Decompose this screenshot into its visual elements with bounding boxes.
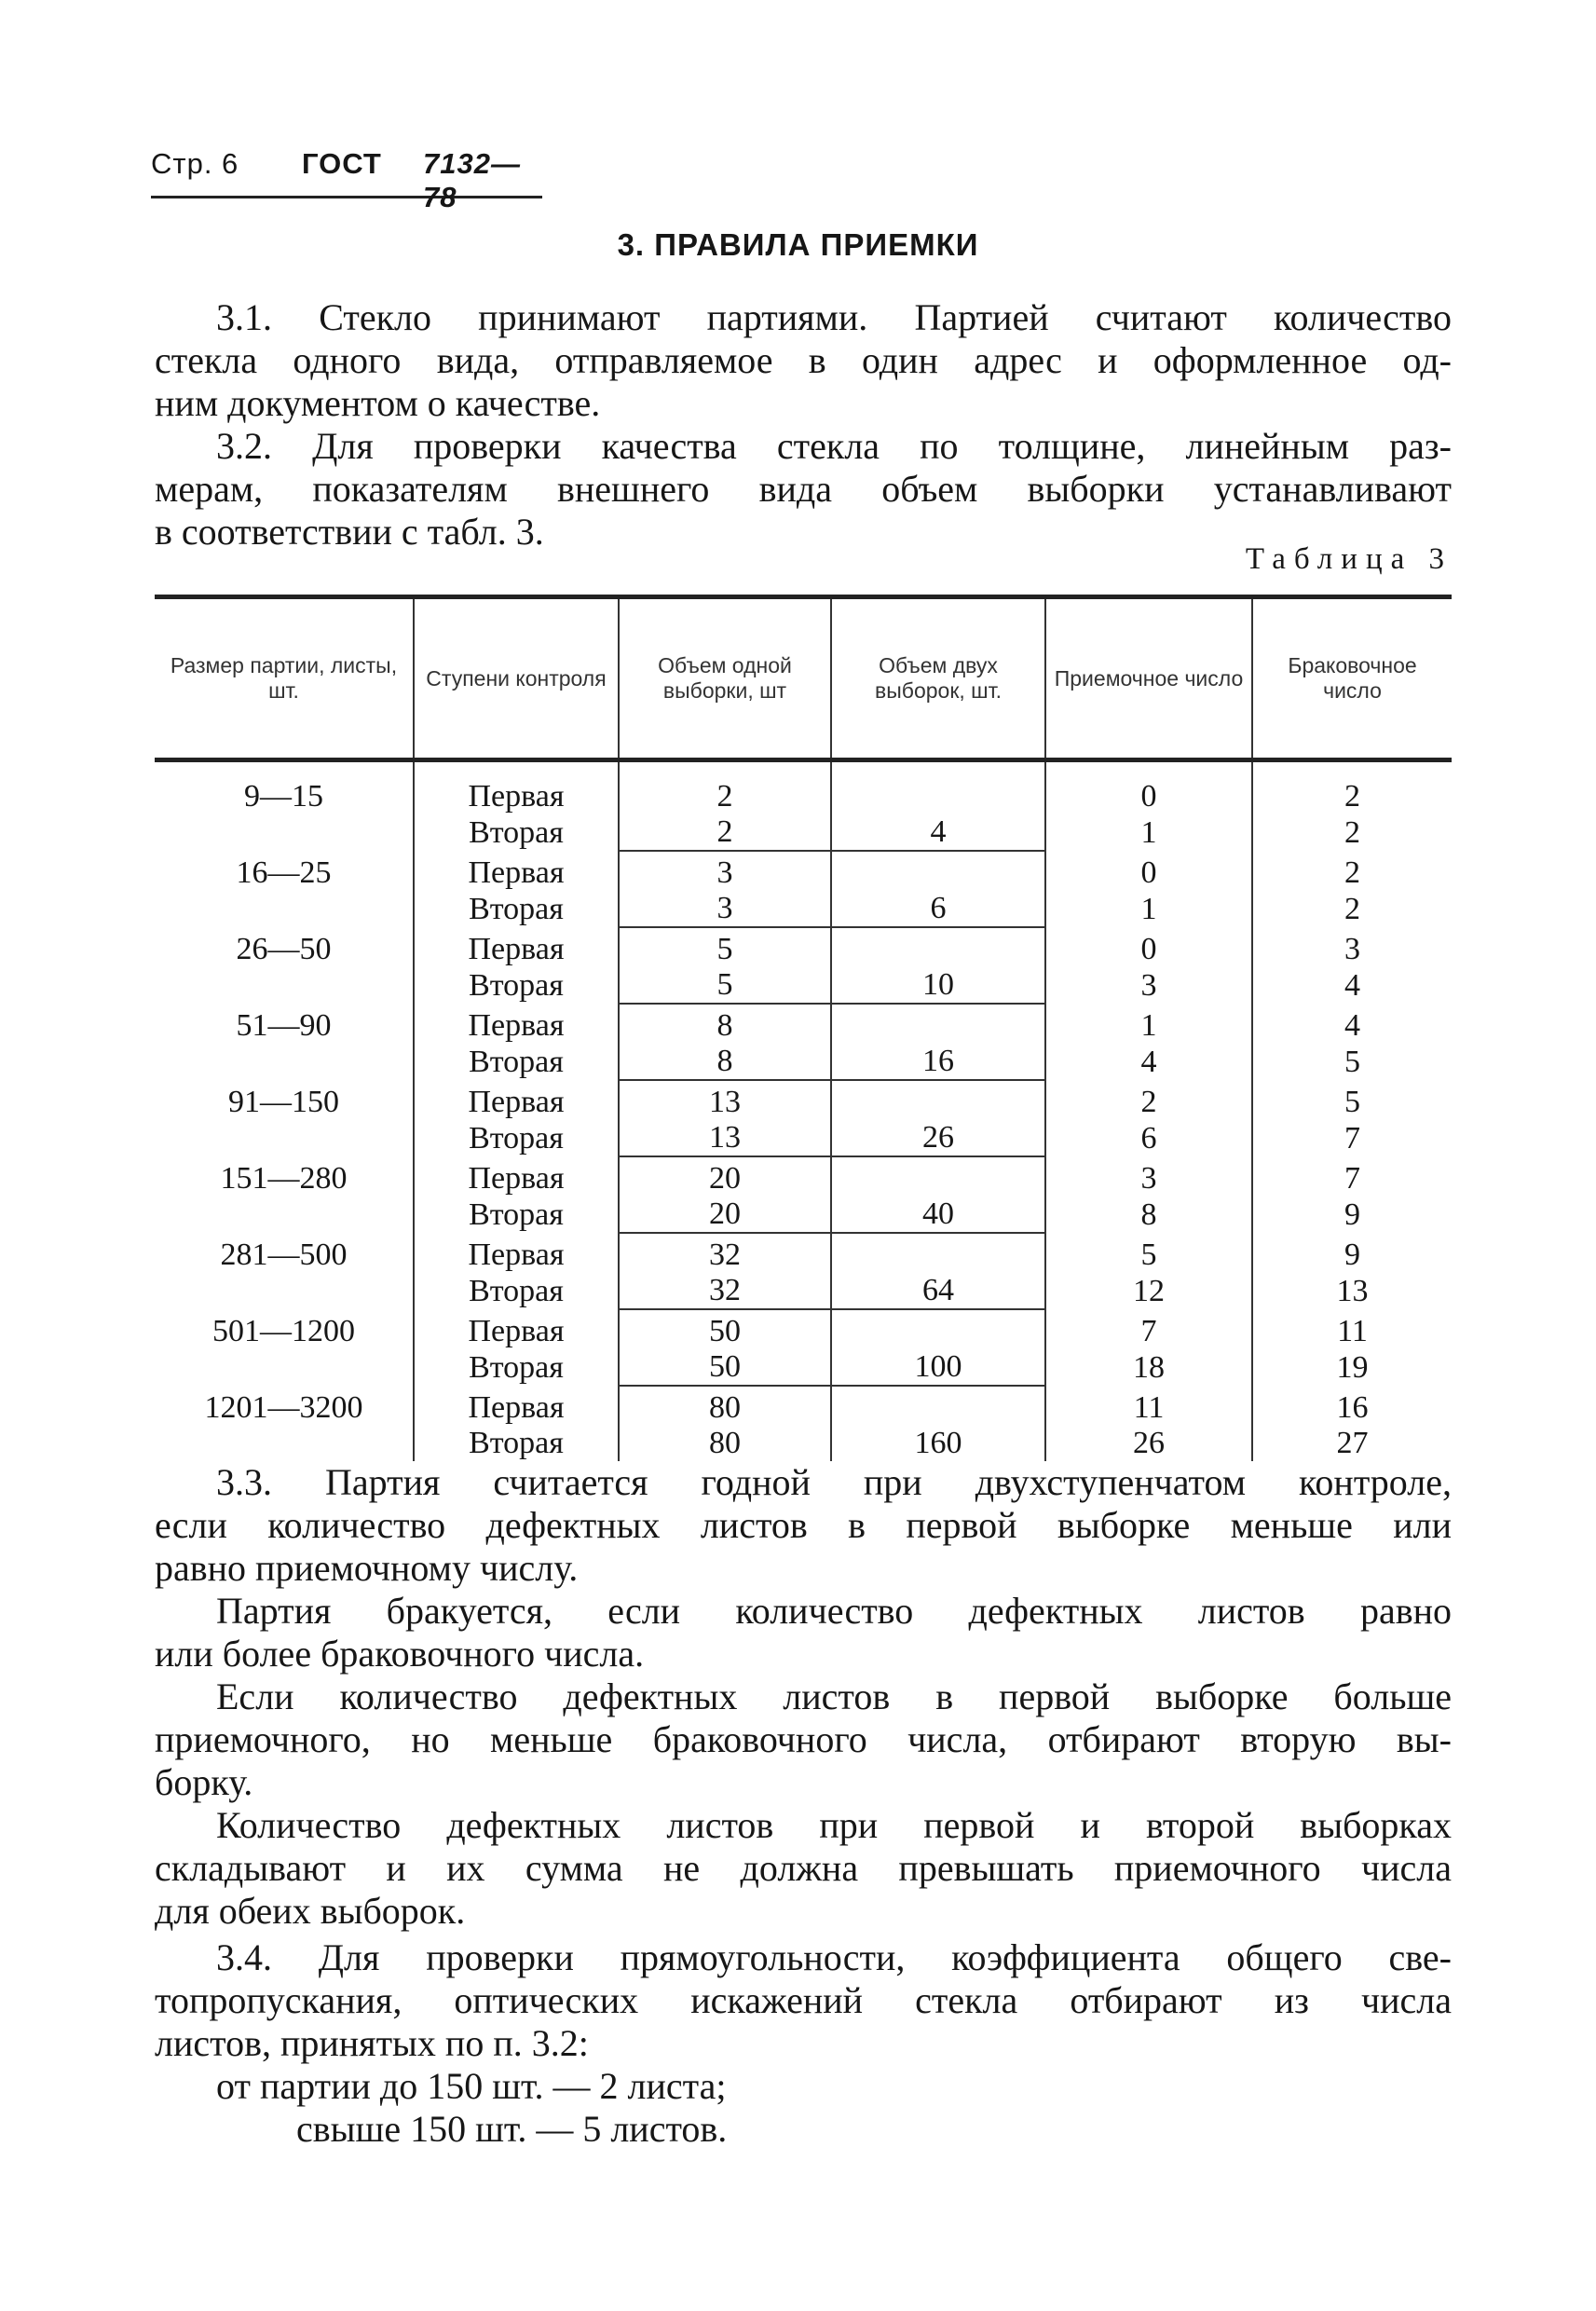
acceptance-cell: 0 — [1045, 927, 1252, 967]
table-row — [155, 1080, 1452, 1120]
acceptance-cell: 1 — [1045, 891, 1252, 927]
text-line: свыше 150 шт. — 5 листов. — [296, 2108, 728, 2150]
sample-cell: 2 — [619, 814, 831, 851]
sample-cell: 80 — [619, 1386, 831, 1426]
table-row — [155, 851, 1452, 891]
table-row — [155, 927, 1452, 967]
lot-size-cell: 91—150 — [228, 1084, 339, 1119]
total-sample-cell: 10 — [831, 967, 1045, 1004]
total-sample-cell: 40 — [831, 1197, 1045, 1233]
total-sample-cell: 160 — [831, 1426, 1045, 1461]
total-sample-cell: 100 — [831, 1349, 1045, 1386]
text-line: для обеих выборок. — [155, 1890, 466, 1932]
header-control-stage: Ступени контроля — [414, 597, 619, 760]
section-title: 3. ПРАВИЛА ПРИЕМКИ — [617, 227, 979, 262]
rejection-cell: 5 — [1252, 1044, 1452, 1080]
table-row — [155, 1426, 1452, 1461]
acceptance-cell: 3 — [1045, 1156, 1252, 1197]
table-row — [155, 1349, 1452, 1386]
table-row — [155, 1044, 1452, 1080]
rejection-cell: 2 — [1252, 814, 1452, 851]
table-row — [155, 1004, 1452, 1044]
rejection-cell: 2 — [1252, 851, 1452, 891]
sample-cell: 3 — [619, 891, 831, 927]
rejection-cell: 19 — [1252, 1349, 1452, 1386]
text-line: Партия бракуется, если количество дефектных листов равно — [216, 1590, 1452, 1632]
paragraph-3-4 — [155, 1936, 1452, 2151]
text-line: 3.2. Для проверки качества стекла по толщине, линейным раз- — [216, 425, 1452, 467]
rejection-cell: 2 — [1252, 891, 1452, 927]
stage-cell: Вторая — [414, 1120, 619, 1156]
text-line: 3.1. Стекло принимают партиями. Партией считают количество — [216, 296, 1452, 338]
stage-cell: Вторая — [414, 1273, 619, 1309]
table-row — [155, 1386, 1452, 1426]
acceptance-cell: 2 — [1045, 1080, 1252, 1120]
text-line: стекла одного вида, отправляемое в один адрес и оформленное од- — [155, 339, 1452, 381]
page-header — [151, 147, 542, 213]
acceptance-cell: 0 — [1045, 851, 1252, 891]
sample-cell: 50 — [619, 1309, 831, 1349]
lot-size-cell: 281—500 — [220, 1237, 348, 1272]
stage-cell: Вторая — [414, 891, 619, 927]
rejection-cell: 7 — [1252, 1156, 1452, 1197]
sample-cell: 32 — [619, 1273, 831, 1309]
sample-cell: 50 — [619, 1349, 831, 1386]
table-caption: Таблица 3 — [1245, 542, 1453, 576]
rejection-cell: 27 — [1252, 1426, 1452, 1461]
stage-cell: Первая — [414, 1233, 619, 1273]
total-sample-cell: 16 — [831, 1044, 1045, 1080]
table-row — [155, 775, 1452, 814]
rejection-cell: 3 — [1252, 927, 1452, 967]
text-line: топропускания, оптических искажений стекла отбирают из числа — [155, 1979, 1452, 2021]
stage-cell: Первая — [414, 1386, 619, 1426]
table-row — [155, 1197, 1452, 1233]
stage-cell: Первая — [414, 927, 619, 967]
acceptance-cell: 26 — [1045, 1426, 1252, 1461]
lot-size-cell: 1201—3200 — [204, 1389, 363, 1425]
acceptance-cell: 18 — [1045, 1349, 1252, 1386]
rejection-cell: 7 — [1252, 1120, 1452, 1156]
text-line: приемочного, но меньше браковочного числа, отбирают вторую вы- — [155, 1718, 1452, 1760]
acceptance-cell: 12 — [1045, 1273, 1252, 1309]
text-line: равно приемочному числу. — [155, 1547, 579, 1589]
sample-cell: 8 — [619, 1004, 831, 1044]
table-row — [155, 1156, 1452, 1197]
sample-cell: 5 — [619, 927, 831, 967]
acceptance-cell: 11 — [1045, 1386, 1252, 1426]
text-line: 3.3. Партия считается годной при двухступенчатом контроле, — [216, 1461, 1452, 1503]
header-rejection-number: Браковочное число — [1252, 597, 1452, 760]
rejection-cell: 5 — [1252, 1080, 1452, 1120]
text-line: от партии до 150 шт. — 2 листа; — [216, 2065, 727, 2107]
text-line: или более браковочного числа. — [155, 1633, 645, 1675]
stage-cell: Вторая — [414, 1426, 619, 1461]
stage-cell: Вторая — [414, 1349, 619, 1386]
lot-size-cell: 16—25 — [236, 855, 332, 890]
table-header-row — [155, 597, 1452, 760]
stage-cell: Первая — [414, 1309, 619, 1349]
acceptance-cell: 1 — [1045, 814, 1252, 851]
text-line: складывают и их сумма не должна превышать приемочного числа — [155, 1847, 1452, 1889]
sample-cell: 3 — [619, 851, 831, 891]
text-line: в соответствии с табл. 3. — [155, 511, 544, 553]
table-row — [155, 967, 1452, 1004]
stage-cell: Первая — [414, 775, 619, 814]
text-line: мерам, показателям внешнего вида объем выборки устанавливают — [155, 468, 1452, 510]
rejection-cell: 11 — [1252, 1309, 1452, 1349]
sample-cell: 2 — [619, 775, 831, 814]
acceptance-cell: 5 — [1045, 1233, 1252, 1273]
page-number: Стр. 6 — [151, 147, 239, 180]
stage-cell: Вторая — [414, 814, 619, 851]
acceptance-cell: 0 — [1045, 775, 1252, 814]
stage-cell: Вторая — [414, 1044, 619, 1080]
text-line: Количество дефектных листов при первой и второй выборках — [216, 1804, 1452, 1846]
paragraph-3-3 — [155, 1461, 1452, 1933]
sample-cell: 20 — [619, 1197, 831, 1233]
text-line: борку. — [155, 1761, 253, 1803]
lot-size-cell: 9—15 — [244, 779, 323, 814]
rejection-cell: 4 — [1252, 967, 1452, 1004]
rejection-cell: 13 — [1252, 1273, 1452, 1309]
rejection-cell: 4 — [1252, 1004, 1452, 1044]
table-row — [155, 1120, 1452, 1156]
sample-cell: 13 — [619, 1120, 831, 1156]
table-row — [155, 891, 1452, 927]
acceptance-cell: 6 — [1045, 1120, 1252, 1156]
header-acceptance-number: Приемочное число — [1045, 597, 1252, 760]
stage-cell: Вторая — [414, 1197, 619, 1233]
acceptance-cell: 3 — [1045, 967, 1252, 1004]
standard-label: ГОСТ — [302, 147, 382, 180]
acceptance-cell: 7 — [1045, 1309, 1252, 1349]
table-row — [155, 1233, 1452, 1273]
total-sample-cell: 64 — [831, 1273, 1045, 1309]
stage-cell: Первая — [414, 1080, 619, 1120]
header-lot-size: Размер партии, листы, шт. — [155, 597, 414, 760]
text-line: 3.4. Для проверки прямоугольности, коэффициента общего све- — [216, 1936, 1452, 1978]
acceptance-cell: 4 — [1045, 1044, 1252, 1080]
sample-cell: 32 — [619, 1233, 831, 1273]
table-row — [155, 1309, 1452, 1349]
acceptance-cell: 8 — [1045, 1197, 1252, 1233]
lot-size-cell: 151—280 — [220, 1160, 348, 1196]
standard-number: 7132—78 — [423, 147, 521, 213]
total-sample-cell: 4 — [831, 814, 1045, 851]
lot-size-cell: 51—90 — [236, 1007, 332, 1043]
rejection-cell: 9 — [1252, 1233, 1452, 1273]
lot-size-cell: 501—1200 — [212, 1313, 355, 1348]
sampling-table — [155, 595, 1452, 1461]
sample-cell: 5 — [619, 967, 831, 1004]
paragraph-3-2 — [155, 425, 1452, 554]
acceptance-cell: 1 — [1045, 1004, 1252, 1044]
text-line: листов, принятых по п. 3.2: — [155, 2022, 589, 2064]
rejection-cell: 9 — [1252, 1197, 1452, 1233]
stage-cell: Первая — [414, 1156, 619, 1197]
rejection-cell: 16 — [1252, 1386, 1452, 1426]
lot-size-cell: 26—50 — [236, 931, 332, 966]
table-row — [155, 814, 1452, 851]
total-sample-cell: 26 — [831, 1120, 1045, 1156]
stage-cell: Первая — [414, 851, 619, 891]
stage-cell: Первая — [414, 1004, 619, 1044]
header-single-sample: Объем одной выборки, шт — [619, 597, 831, 760]
stage-cell: Вторая — [414, 967, 619, 1004]
sample-cell: 8 — [619, 1044, 831, 1080]
sample-cell: 20 — [619, 1156, 831, 1197]
text-line: Если количество дефектных листов в первой выборке больше — [216, 1675, 1452, 1717]
table-row — [155, 1273, 1452, 1309]
total-sample-cell: 6 — [831, 891, 1045, 927]
rejection-cell: 2 — [1252, 775, 1452, 814]
sample-cell: 13 — [619, 1080, 831, 1120]
paragraph-3-1 — [155, 296, 1452, 425]
text-line: ним документом о качестве. — [155, 382, 601, 424]
header-two-samples: Объем двух выборок, шт. — [831, 597, 1045, 760]
text-line: если количество дефектных листов в первой выборке меньше или — [155, 1504, 1452, 1546]
sample-cell: 80 — [619, 1426, 831, 1461]
